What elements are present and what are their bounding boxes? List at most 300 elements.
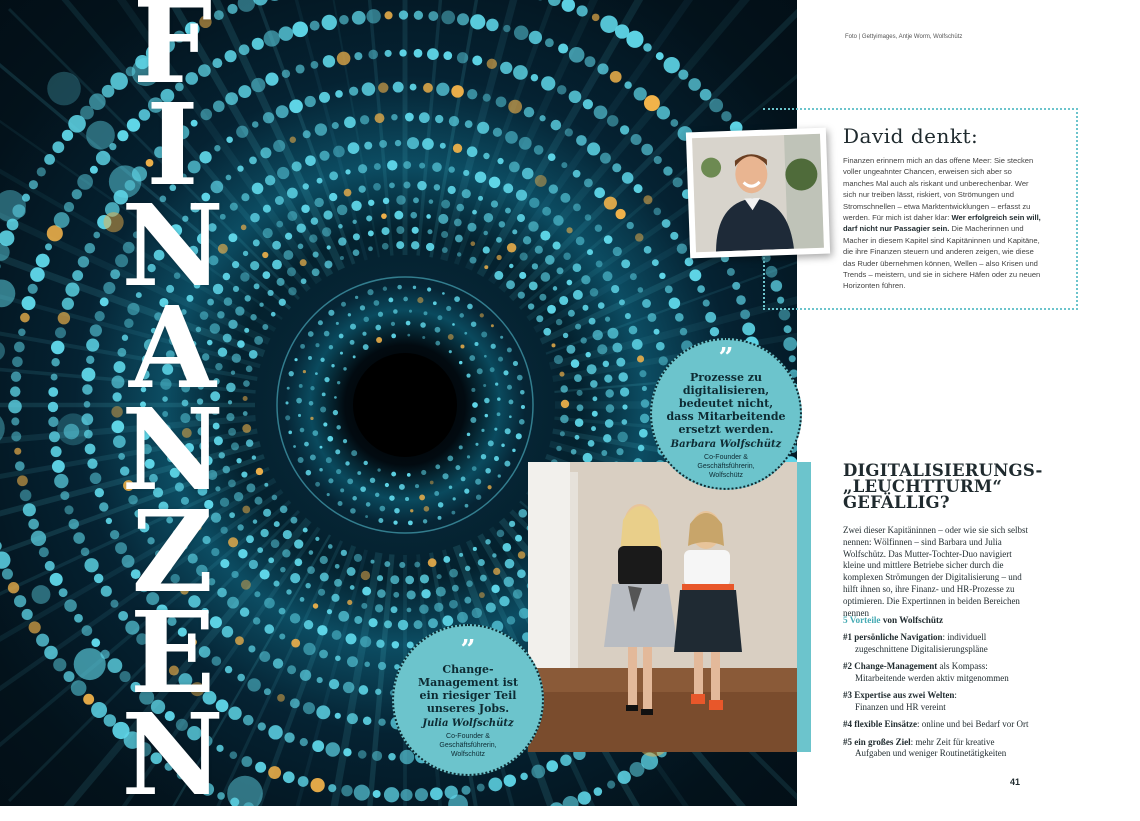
light-dot	[452, 511, 456, 515]
light-dot	[340, 256, 344, 260]
light-dot	[532, 263, 538, 269]
light-dot	[613, 247, 622, 256]
quote-author: Barbara Wolfschütz	[671, 439, 782, 450]
light-dot	[441, 200, 450, 209]
light-dot	[484, 355, 487, 358]
light-dot	[84, 401, 91, 408]
light-dot	[481, 454, 486, 459]
light-dot	[467, 304, 473, 310]
box-text-end: Die Macherinnen und Macher in diesem Kapitel sind Kapitäninnen und Kapitäne, die ihre Finanzen steuern und anderen zeigen, wie diese das Ruder übernehmen können, Wellen – also Krisen und Trends – meistern, und sie in sichere Häfen oder zu neuen Horizonten führen.	[843, 224, 1040, 290]
light-dot	[470, 417, 476, 423]
light-dot	[231, 571, 238, 578]
light-dot	[353, 233, 360, 240]
light-dot	[556, 319, 562, 325]
light-dot	[423, 83, 433, 93]
light-dot	[463, 170, 469, 176]
light-dot	[642, 299, 651, 308]
light-dot	[407, 608, 412, 613]
light-dot	[429, 199, 434, 204]
light-dot	[605, 317, 610, 322]
light-dot	[231, 371, 235, 375]
light-dot	[472, 210, 477, 215]
light-dot	[361, 603, 367, 609]
light-dot	[470, 241, 475, 246]
light-dot	[11, 431, 21, 441]
light-dot	[319, 650, 328, 659]
light-dot	[350, 508, 356, 514]
light-dot	[336, 469, 341, 474]
light-dot	[736, 295, 746, 305]
benefit-item	[843, 719, 1043, 731]
light-dot	[393, 592, 399, 598]
light-dot	[246, 483, 255, 492]
light-dot	[659, 273, 665, 279]
light-dot	[14, 342, 25, 353]
light-dot	[389, 182, 395, 188]
light-dot	[560, 193, 570, 203]
light-dot	[546, 760, 558, 772]
light-dot	[263, 509, 271, 517]
light-dot	[36, 254, 50, 268]
light-dot	[359, 186, 366, 193]
light-dot	[298, 457, 304, 463]
benefit-text: als Kompass:	[937, 661, 988, 671]
light-dot	[237, 165, 243, 171]
light-dot	[300, 738, 308, 746]
light-dot	[421, 589, 430, 598]
light-dot	[656, 342, 665, 351]
light-dot	[452, 323, 455, 326]
light-dot	[334, 579, 342, 587]
light-dot	[376, 640, 384, 648]
light-dot	[332, 122, 339, 129]
benefit-number: #1	[843, 632, 852, 642]
light-dot	[413, 197, 419, 203]
light-dot	[494, 456, 499, 461]
light-dot	[583, 99, 593, 109]
light-dot	[654, 156, 662, 164]
light-dot	[616, 448, 623, 455]
light-dot	[448, 334, 454, 340]
benefit-number: #2	[843, 661, 852, 671]
light-dot	[433, 301, 437, 305]
light-dot	[341, 302, 346, 307]
headline-line: „LEUCHTTURM“	[843, 479, 1063, 495]
benefit-number: #4	[843, 719, 852, 729]
light-dot	[472, 402, 478, 408]
light-dot	[337, 381, 340, 384]
light-dot	[285, 233, 292, 240]
light-dot	[320, 406, 326, 412]
light-dot	[446, 306, 451, 311]
benefit-text: : mehr Zeit für kreative	[911, 737, 995, 747]
light-dot	[560, 431, 565, 436]
benefits-count: 5 Vorteile	[843, 615, 881, 625]
light-dot	[497, 412, 501, 416]
light-dot	[303, 643, 315, 655]
light-dot	[318, 589, 325, 596]
light-dot	[575, 435, 580, 440]
light-dot	[603, 271, 613, 281]
light-dot	[497, 397, 501, 401]
light-dot	[484, 213, 493, 222]
light-dot	[0, 551, 10, 568]
light-dot	[481, 332, 487, 338]
light-dot	[503, 183, 513, 193]
light-dot	[576, 237, 585, 246]
light-dot	[382, 243, 389, 250]
light-dot	[486, 602, 496, 612]
light-dot	[588, 440, 595, 447]
light-dot	[237, 340, 245, 348]
light-dot	[541, 272, 551, 282]
light-dot	[507, 347, 512, 352]
light-dot	[477, 122, 489, 134]
light-dot	[457, 13, 469, 25]
light-dot	[449, 600, 458, 609]
light-dot	[464, 597, 471, 604]
light-dot	[603, 361, 609, 367]
light-dot	[560, 415, 568, 423]
benefit-lead: Change-Management	[854, 661, 937, 671]
light-dot	[454, 296, 460, 302]
light-dot	[740, 309, 750, 319]
light-dot	[324, 331, 330, 337]
light-dot	[517, 569, 526, 578]
light-dot	[603, 434, 611, 442]
light-dot	[333, 146, 345, 158]
light-dot	[361, 571, 370, 580]
light-dot	[339, 334, 344, 339]
light-dot	[327, 493, 330, 496]
light-dot	[292, 22, 308, 38]
light-dot	[571, 359, 580, 368]
light-dot	[314, 198, 323, 207]
light-dot	[250, 261, 259, 270]
light-dot	[238, 0, 255, 12]
benefit-text-line2: Mitarbeitende werden aktiv mitgenommen	[843, 673, 1043, 685]
light-dot	[377, 575, 383, 581]
light-dot	[518, 292, 525, 299]
light-dot	[635, 233, 643, 241]
light-dot	[99, 502, 108, 511]
light-dot	[364, 142, 372, 150]
light-dot	[313, 252, 319, 258]
light-dot	[381, 213, 387, 219]
light-dot	[37, 167, 46, 176]
light-dot	[391, 322, 395, 326]
light-dot	[605, 419, 614, 428]
light-dot	[264, 624, 274, 634]
light-dot	[585, 214, 592, 221]
light-dot	[539, 115, 545, 121]
light-dot	[20, 490, 32, 502]
light-dot	[228, 707, 241, 720]
light-dot	[339, 15, 349, 25]
light-dot	[403, 161, 411, 169]
light-dot	[282, 70, 290, 78]
light-dot	[528, 303, 534, 309]
light-dot	[496, 237, 502, 243]
light-dot	[51, 374, 58, 381]
light-dot	[60, 491, 69, 500]
light-dot	[279, 633, 285, 639]
light-dot	[630, 762, 645, 777]
light-dot	[372, 751, 382, 761]
light-dot	[385, 483, 389, 487]
light-dot	[385, 50, 392, 57]
title-letter: N	[121, 706, 223, 806]
light-dot	[534, 145, 544, 155]
light-dot	[367, 289, 373, 295]
light-dot	[362, 82, 376, 96]
light-dot	[528, 221, 538, 231]
light-dot	[594, 787, 603, 796]
light-dot	[517, 375, 523, 381]
light-dot	[507, 243, 516, 252]
light-dot	[300, 259, 307, 266]
light-dot	[449, 350, 452, 353]
light-dot	[280, 567, 286, 573]
light-dot	[298, 244, 304, 250]
light-dot	[352, 220, 356, 224]
light-dot	[461, 476, 466, 481]
light-dot	[460, 345, 464, 349]
light-dot	[335, 90, 343, 98]
light-dot	[246, 535, 254, 543]
light-dot	[343, 748, 351, 756]
light-dot	[378, 518, 383, 523]
light-dot	[467, 433, 471, 437]
light-dot	[87, 459, 97, 469]
light-dot	[477, 368, 483, 374]
light-dot	[375, 325, 381, 331]
light-dot	[407, 590, 416, 599]
light-dot	[375, 493, 379, 497]
light-dot	[457, 612, 468, 623]
light-dot	[419, 112, 430, 123]
light-dot	[320, 358, 324, 362]
pupil	[353, 353, 457, 457]
light-dot	[553, 241, 561, 249]
light-dot	[467, 455, 470, 458]
light-dot	[427, 287, 431, 291]
light-dot	[306, 470, 312, 476]
light-dot	[465, 566, 470, 571]
light-dot	[471, 388, 475, 392]
light-dot	[420, 574, 429, 583]
light-dot	[358, 750, 367, 759]
light-dot	[779, 309, 791, 321]
light-dot	[351, 201, 361, 211]
light-dot	[36, 634, 49, 647]
light-dot	[399, 562, 405, 568]
light-dot	[276, 221, 283, 228]
light-dot	[520, 390, 525, 395]
benefit-text-line2: Finanzen und HR vereint	[843, 702, 1043, 714]
light-dot	[638, 287, 644, 293]
light-dot	[334, 396, 337, 399]
light-dot	[305, 155, 316, 166]
light-dot	[246, 366, 253, 373]
light-dot	[296, 398, 302, 404]
light-dot	[483, 231, 488, 236]
light-dot	[237, 524, 243, 530]
light-dot	[319, 92, 330, 103]
light-dot	[393, 309, 398, 314]
light-dot	[8, 582, 19, 593]
light-dot	[74, 614, 83, 623]
light-dot	[239, 44, 250, 55]
light-dot	[301, 278, 307, 284]
light-dot	[360, 305, 365, 310]
light-dot	[338, 237, 346, 245]
light-dot	[563, 333, 568, 338]
light-dot	[82, 368, 96, 382]
light-dot	[513, 589, 523, 599]
light-dot	[601, 450, 607, 456]
light-dot	[360, 636, 371, 647]
light-dot	[253, 239, 260, 246]
light-dot	[299, 384, 303, 388]
light-dot	[516, 190, 527, 201]
light-dot	[312, 268, 320, 276]
light-dot	[573, 263, 582, 272]
light-dot	[366, 502, 371, 507]
light-dot	[398, 620, 408, 630]
light-dot	[565, 128, 573, 136]
light-dot	[389, 495, 394, 500]
light-dot	[14, 595, 26, 607]
light-dot	[82, 625, 93, 636]
light-dot	[592, 330, 602, 340]
light-dot	[273, 581, 279, 587]
benefit-item	[843, 737, 1043, 760]
light-dot	[585, 56, 596, 67]
light-dot	[414, 11, 423, 20]
light-dot	[427, 48, 439, 60]
light-dot	[600, 153, 611, 164]
light-dot	[284, 732, 294, 742]
light-dot	[396, 195, 406, 205]
light-dot	[54, 474, 68, 488]
light-dot	[427, 229, 432, 234]
light-dot	[23, 503, 36, 516]
light-dot	[245, 295, 251, 301]
light-dot	[238, 85, 251, 98]
light-dot	[483, 94, 491, 102]
light-dot	[434, 491, 439, 496]
light-dot	[364, 317, 369, 322]
light-dot	[477, 784, 485, 792]
light-dot	[597, 344, 607, 354]
light-dot	[94, 574, 104, 584]
light-dot	[285, 415, 290, 420]
light-dot	[252, 455, 256, 459]
light-dot	[230, 203, 238, 211]
light-dot	[10, 386, 20, 396]
light-dot	[50, 573, 63, 586]
light-dot	[322, 392, 326, 396]
light-dot	[373, 790, 381, 798]
light-dot	[262, 324, 268, 330]
light-dot	[587, 249, 593, 255]
light-dot	[495, 383, 498, 386]
light-dot	[317, 178, 323, 184]
light-dot	[551, 120, 562, 131]
light-dot	[276, 105, 289, 118]
light-dot	[256, 468, 263, 475]
benefit-text-line2: zugeschnittene Digitalisierungspläne	[843, 644, 1043, 656]
light-dot	[499, 221, 506, 228]
bokeh-orb	[64, 424, 80, 440]
light-dot	[531, 765, 545, 779]
light-dot	[350, 340, 355, 345]
light-dot	[22, 609, 33, 620]
light-dot	[340, 352, 343, 355]
light-dot	[582, 305, 588, 311]
light-dot	[536, 315, 543, 322]
light-dot	[244, 328, 249, 333]
light-dot	[375, 113, 385, 123]
light-dot	[44, 646, 58, 660]
light-dot	[448, 166, 454, 172]
box-text	[843, 155, 1043, 292]
light-dot	[573, 290, 583, 300]
benefits-heading-rest: von Wolfschütz	[881, 615, 944, 625]
light-dot	[310, 778, 324, 792]
light-dot	[559, 296, 568, 305]
light-dot	[784, 325, 792, 333]
light-dot	[493, 128, 502, 137]
light-dot	[415, 484, 419, 488]
light-dot	[91, 702, 107, 718]
light-dot	[288, 287, 296, 295]
light-dot	[415, 788, 428, 801]
light-dot	[384, 561, 390, 567]
light-dot	[407, 137, 419, 149]
light-dot	[241, 193, 249, 201]
light-dot	[508, 100, 522, 114]
light-dot	[394, 508, 399, 513]
light-dot	[594, 105, 608, 119]
photo-accent-bar	[797, 462, 811, 752]
light-dot	[622, 404, 627, 409]
light-dot	[783, 337, 797, 351]
light-dot	[605, 389, 613, 397]
light-dot	[84, 558, 98, 572]
light-dot	[423, 519, 427, 523]
light-dot	[462, 189, 471, 198]
light-dot	[721, 111, 731, 121]
light-dot	[332, 630, 342, 640]
light-dot	[331, 364, 334, 367]
light-dot	[581, 275, 590, 284]
light-dot	[241, 580, 251, 590]
light-dot	[365, 515, 368, 518]
light-dot	[364, 461, 368, 465]
light-dot	[73, 532, 85, 544]
light-dot	[263, 112, 274, 123]
light-dot	[93, 232, 100, 239]
light-dot	[341, 785, 352, 796]
light-dot	[309, 550, 314, 555]
light-dot	[675, 313, 684, 322]
light-dot	[338, 224, 343, 229]
light-dot	[419, 163, 425, 169]
bokeh-orb	[0, 190, 26, 222]
light-dot	[529, 31, 542, 44]
